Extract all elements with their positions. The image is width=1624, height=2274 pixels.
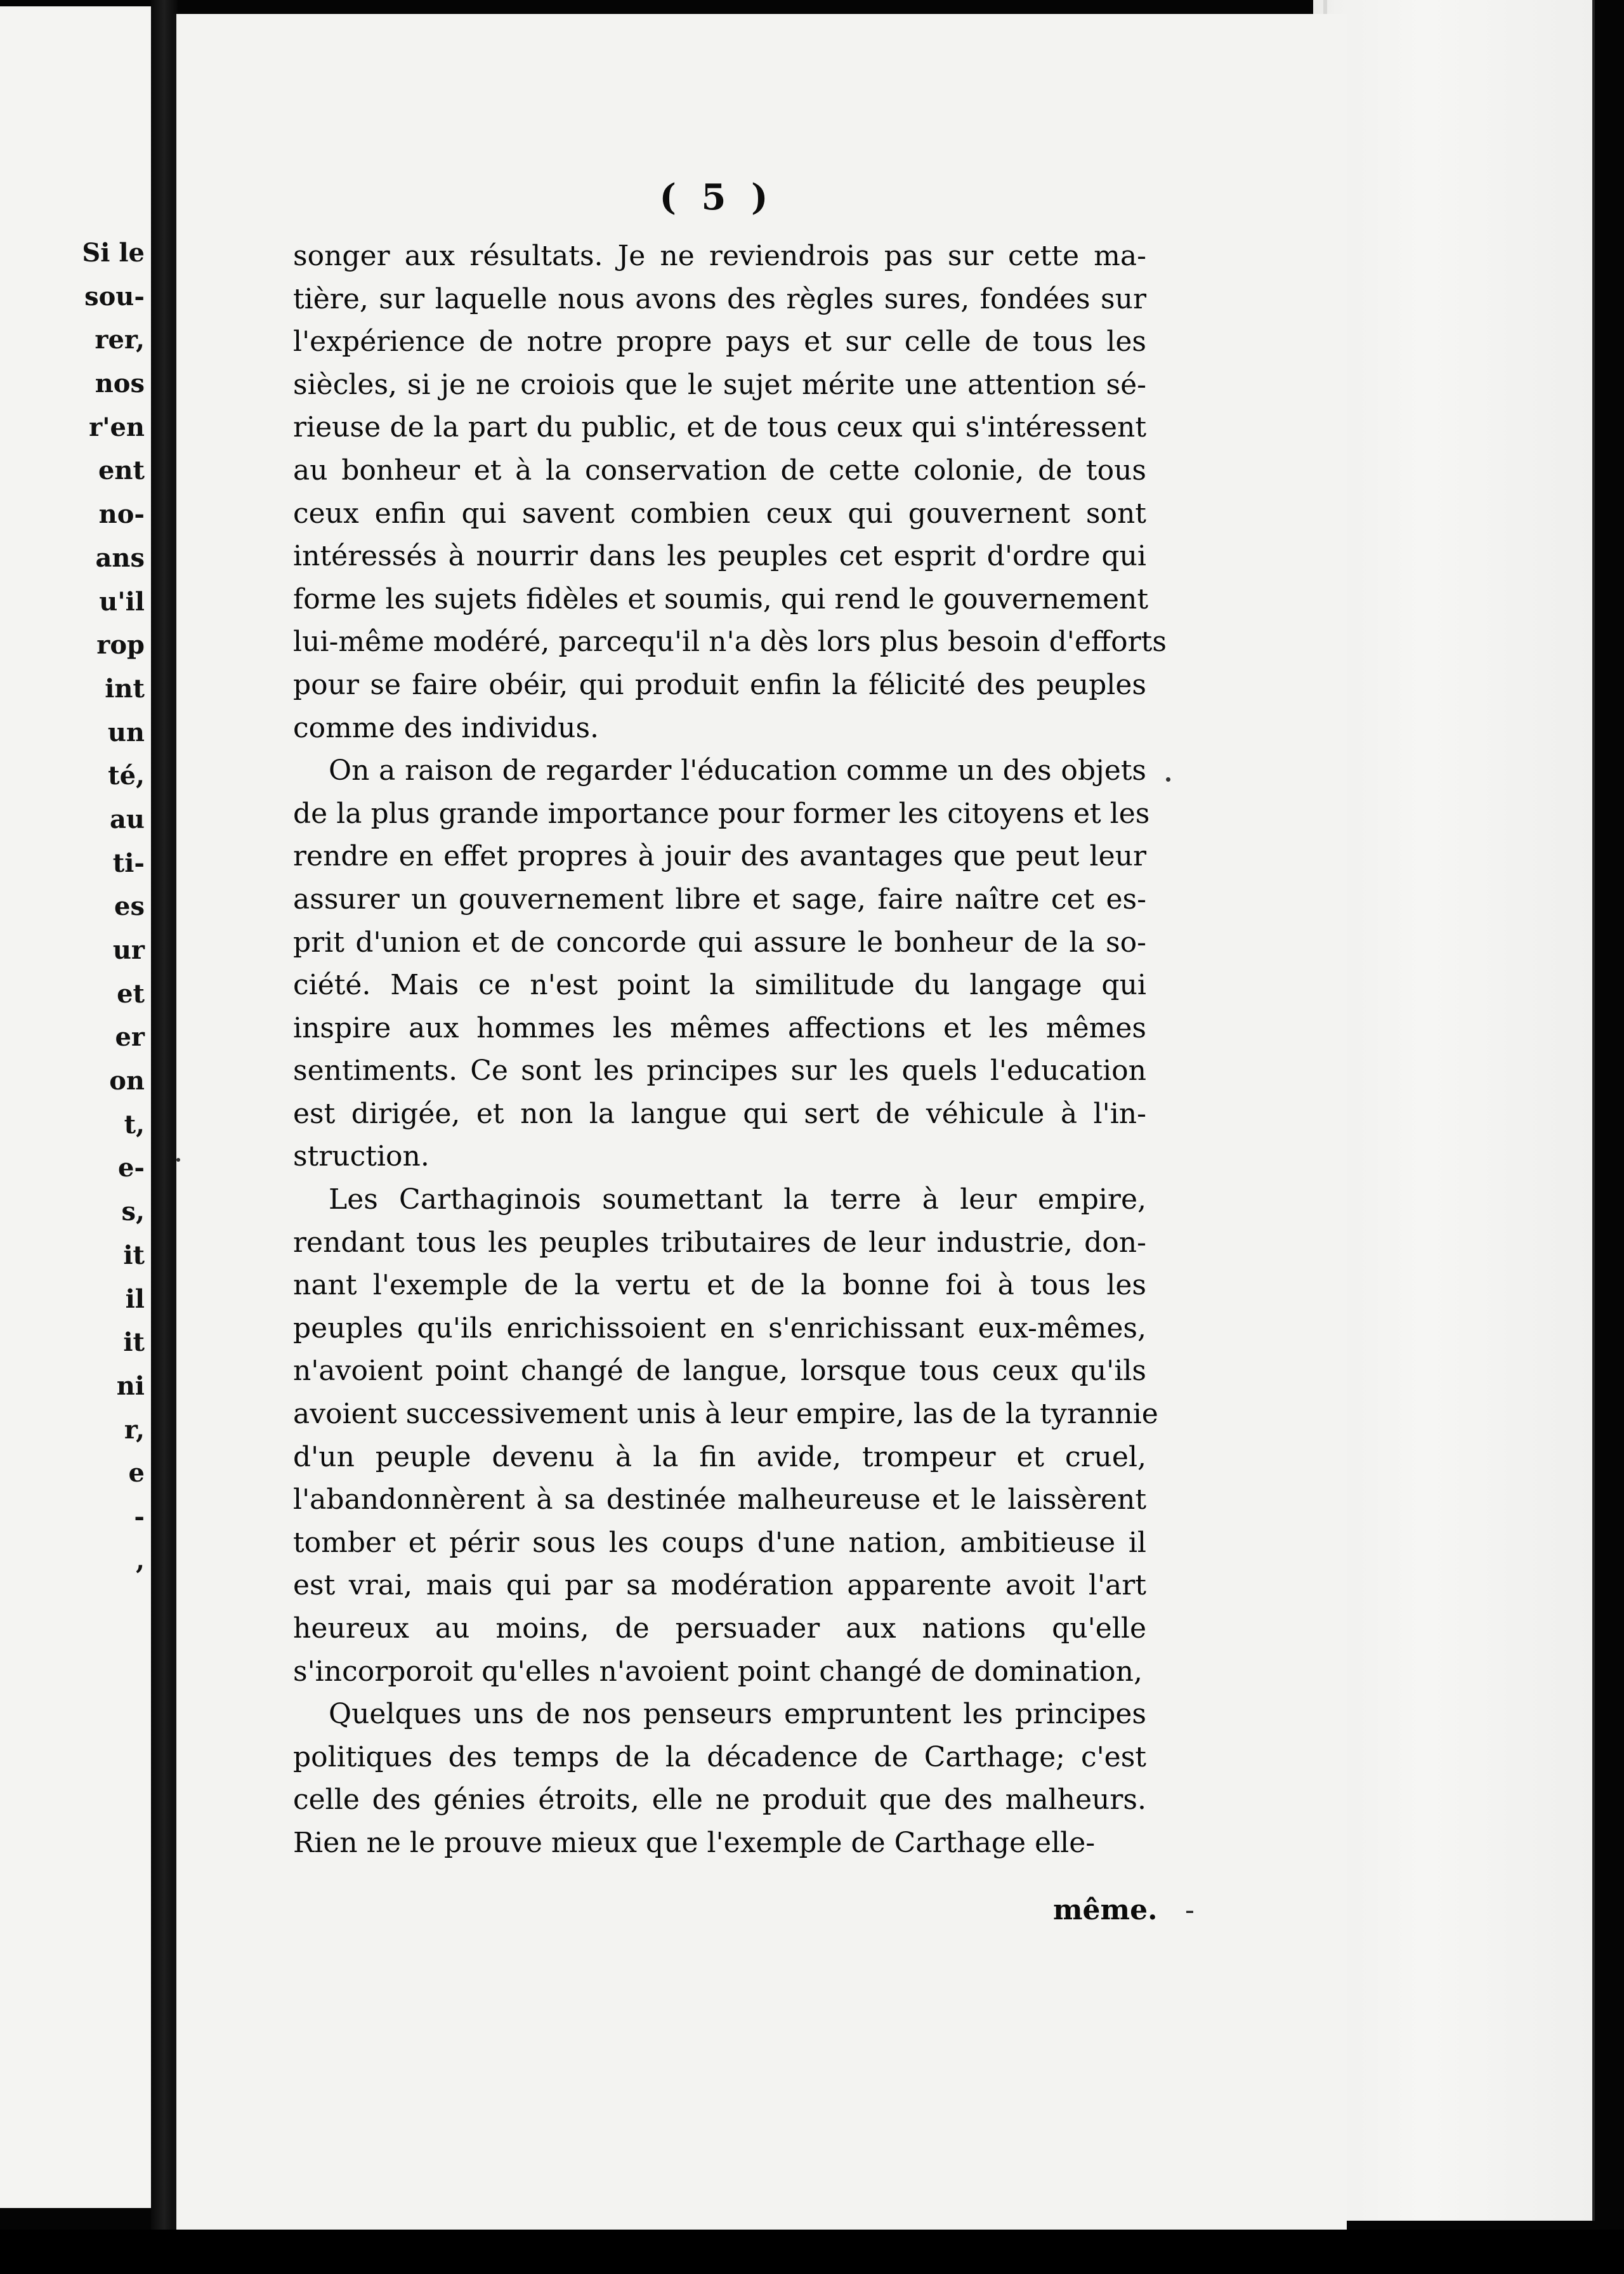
- text-line: prit d'union et de concorde qui assure le bonheur de la so-: [293, 926, 1146, 959]
- text-line: siècles, si je ne croiois que le sujet mérite une attention sé-: [293, 368, 1146, 401]
- scan-bottom-border: [0, 2230, 1624, 2274]
- text-line: est vrai, mais qui par sa modération apparente avoit l'art: [293, 1569, 1146, 1602]
- text-line: n'avoient point changé de langue, lorsque tous ceux qu'ils: [293, 1355, 1146, 1388]
- paragraph: [293, 1693, 1146, 1864]
- text-line: celle des génies étroits, elle ne produit que des malheurs.: [293, 1784, 1146, 1817]
- text-line: avoient successivement unis à leur empire, las de la tyrannie: [293, 1398, 1158, 1431]
- left-page-fragment: it: [123, 1240, 145, 1270]
- text-line: heureux au moins, de persuader aux nations qu'elle: [293, 1612, 1146, 1645]
- text-line: sentiments. Ce sont les principes sur les quels l'education: [293, 1055, 1146, 1088]
- left-page-fragment: rer,: [95, 325, 145, 355]
- left-page-fragment: it: [123, 1327, 145, 1358]
- left-page-fragment: u'il: [99, 586, 145, 617]
- paragraph: [293, 749, 1150, 1178]
- left-page-fragment: il: [125, 1284, 145, 1314]
- text-line: struction.: [293, 1140, 429, 1173]
- text-line: nant l'exemple de la vertu et de la bonne foi à tous les: [293, 1269, 1146, 1302]
- left-page-fragment: t,: [124, 1109, 145, 1140]
- left-page-fragment: ans: [95, 542, 145, 573]
- text-line: pour se faire obéir, qui produit enfin la félicité des peuples: [293, 668, 1146, 701]
- text-line: comme des individus.: [293, 711, 599, 744]
- text-line: de la plus grande importance pour former les citoyens et les: [293, 797, 1150, 830]
- left-page-fragment: Si le: [82, 238, 145, 268]
- left-page-fragment: on: [109, 1066, 145, 1096]
- left-page-fragment: er: [115, 1022, 145, 1053]
- text-line: ciété. Mais ce n'est point la similitude du langage qui: [293, 969, 1146, 1002]
- left-page-fragment: s,: [121, 1197, 145, 1227]
- text-line: On a raison de regarder l'éducation comme un des objets: [329, 754, 1146, 787]
- left-page-fragment: es: [114, 891, 145, 922]
- text-line: politiques des temps de la décadence de Carthage; c'est: [293, 1740, 1146, 1773]
- text-line: Rien ne le prouve mieux que l'exemple de Carthage elle-: [293, 1826, 1096, 1859]
- left-page-fragment: no-: [98, 499, 145, 530]
- left-page-fragment: r,: [124, 1414, 145, 1445]
- text-line: forme les sujets fidèles et soumis, qui rend le gouvernement: [293, 582, 1149, 615]
- left-page-fragment: r'en: [89, 412, 145, 442]
- page-number: ( 5 ): [659, 176, 775, 218]
- text-line: tière, sur laquelle nous avons des règles sures, fondées sur: [293, 282, 1146, 315]
- text-line: rendant tous les peuples tributaires de leur industrie, don-: [293, 1226, 1146, 1259]
- text-line: inspire aux hommes les mêmes affections et les mêmes: [293, 1011, 1146, 1044]
- text-line: est dirigée, et non la langue qui sert de véhicule à l'in-: [293, 1097, 1146, 1130]
- text-line: s'incorporoit qu'elles n'avoient point changé de domination,: [293, 1655, 1143, 1688]
- text-line: l'expérience de notre propre pays et sur celle de tous les: [293, 325, 1146, 358]
- left-page-fragment: int: [105, 673, 145, 704]
- left-page-fragment: nos: [95, 369, 145, 399]
- text-line: d'un peuple devenu à la fin avide, trompeur et cruel,: [293, 1440, 1146, 1473]
- text-line: tomber et périr sous les coups d'une nation, ambitieuse il: [293, 1526, 1146, 1559]
- ink-speck: [1166, 777, 1170, 782]
- text-line: Les Carthaginois soumettant la terre à leur empire,: [329, 1183, 1146, 1216]
- left-page-fragment: au: [110, 804, 145, 834]
- text-line: rendre en effet propres à jouir des avantages que peut leur: [293, 840, 1146, 873]
- text-line: assurer un gouvernement libre et sage, faire naître cet es-: [293, 883, 1146, 916]
- text-line: ceux enfin qui savent combien ceux qui gouvernent sont: [293, 497, 1146, 530]
- left-page-fragment: ti-: [112, 848, 145, 878]
- left-page-fragment: ni: [116, 1370, 145, 1401]
- left-facing-page: [0, 6, 151, 2208]
- text-line: lui-même modéré, parcequ'il n'a dès lors plus besoin d'efforts: [293, 626, 1167, 659]
- text-line: intéressés à nourrir dans les peuples cet esprit d'ordre qui: [293, 540, 1146, 573]
- left-page-text-fragments: [0, 232, 151, 1582]
- right-page-edge: [1313, 0, 1595, 2221]
- text-line: Quelques uns de nos penseurs empruntent les principes: [329, 1698, 1146, 1731]
- left-page-fragment: e-: [117, 1153, 145, 1183]
- text-line: rieuse de la part du public, et de tous ceux qui s'intéressent: [293, 411, 1146, 444]
- left-page-fragment: e: [128, 1458, 145, 1489]
- left-page-fragment: rop: [96, 630, 145, 661]
- ink-speck: [176, 1158, 180, 1162]
- left-page-fragment: ,: [136, 1545, 145, 1575]
- paragraph: [293, 1178, 1158, 1693]
- left-page-fragment: ur: [112, 935, 145, 965]
- left-page-fragment: ent: [98, 456, 145, 486]
- catchword: même.: [1053, 1894, 1158, 1926]
- body-text: [293, 235, 1167, 1865]
- paragraph: [293, 235, 1167, 749]
- left-page-fragment: -: [134, 1501, 145, 1532]
- left-page-fragment: sou-: [84, 281, 145, 312]
- left-page-fragment: et: [117, 978, 145, 1009]
- text-line: au bonheur et à la conservation de cette colonie, de tous: [293, 454, 1146, 487]
- text-line: peuples qu'ils enrichissoient en s'enrichissant eux-mêmes,: [293, 1311, 1146, 1344]
- text-line: l'abandonnèrent à sa destinée malheureuse et le laissèrent: [293, 1483, 1146, 1516]
- left-page-fragment: té,: [108, 761, 145, 791]
- text-line: songer aux résultats. Je ne reviendrois pas sur cette ma-: [293, 240, 1146, 272]
- left-page-fragment: un: [107, 717, 145, 747]
- catchword-dash-mark: -: [1185, 1894, 1195, 1926]
